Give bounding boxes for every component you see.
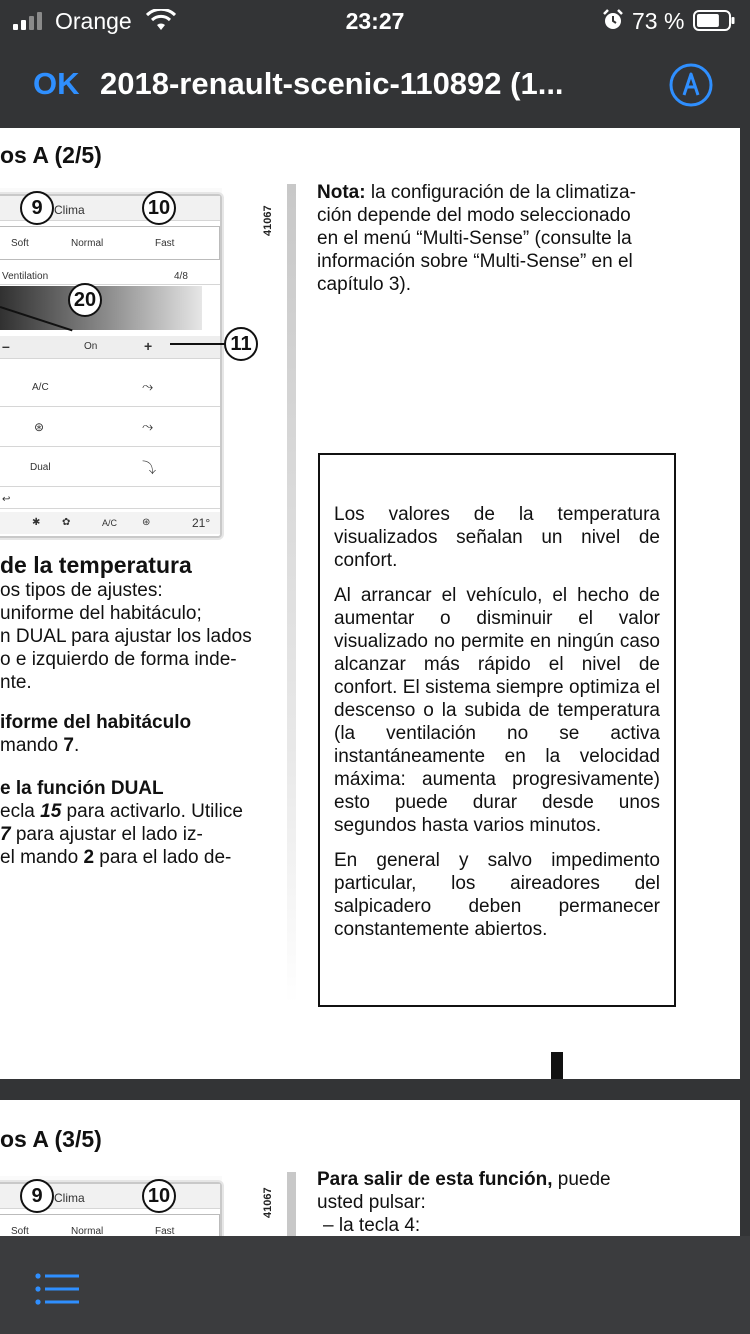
- figure-footer-row: [0, 512, 220, 534]
- dual-line: [0, 823, 280, 846]
- climate-screen-figure: [0, 188, 222, 538]
- intro-line: o e izquierdo de forma inde-: [0, 649, 237, 670]
- back-row: [0, 494, 220, 509]
- fan-icon-2: ✿: [62, 517, 71, 528]
- footer-ac-label: A/C: [102, 518, 118, 528]
- dual-line: [0, 846, 280, 869]
- intro-line: nte.: [0, 672, 32, 693]
- normal-label: Normal: [71, 238, 104, 249]
- mode-row: [0, 226, 220, 260]
- note-line: en el menú “Multi-Sense” (consulte la: [317, 228, 632, 249]
- callout-10: 10: [142, 191, 176, 225]
- figure-id: 41067: [262, 1187, 274, 1218]
- soft-label: Soft: [11, 238, 29, 249]
- info-paragraph: En general y salvo impedimento particular, los aireadores del salpicadero deben permanecer constantemente abiertos.: [334, 850, 660, 940]
- air-flow-icon: ⤳: [142, 378, 154, 394]
- air-direction-icon: ⤳: [142, 418, 154, 434]
- info-paragraph: Los valores de la temperatura visualizados señalan un nivel de confort.: [334, 504, 660, 571]
- normal-label: Normal: [71, 1226, 104, 1236]
- info-box-content: [334, 503, 660, 953]
- table-of-contents-icon[interactable]: [34, 1272, 80, 1306]
- mode-row: [0, 1214, 220, 1236]
- document-title: 2018-renault-scenic-110892 (1...: [100, 66, 564, 101]
- callout-20: 20: [68, 283, 102, 317]
- note-line: [317, 181, 677, 204]
- callout-11: 11: [224, 327, 258, 361]
- page-edge-marker: [551, 1052, 563, 1079]
- dual-ref-2: 2: [83, 847, 95, 868]
- info-box: [318, 453, 676, 1007]
- carrier-name: Orange: [55, 8, 132, 34]
- dual-text: para activarlo. Utilice: [61, 801, 243, 822]
- battery-percentage: 73 %: [632, 8, 685, 34]
- alarm-clock-icon: [602, 9, 624, 31]
- uniform-ref-7: 7: [63, 735, 74, 756]
- callout-9: 9: [20, 191, 54, 225]
- dual-row: [0, 448, 220, 487]
- callout-9: 9: [20, 1179, 54, 1213]
- fan-control-row: [0, 336, 220, 359]
- footer-temperature: 21°: [192, 516, 211, 530]
- dual-section: [0, 777, 280, 869]
- status-bar: [0, 0, 750, 42]
- minus-label: –: [2, 338, 10, 354]
- uniform-title: iforme del habitáculo: [0, 712, 192, 733]
- dual-text: el mando: [0, 847, 84, 868]
- dual-text: ecla: [0, 801, 41, 822]
- bottom-toolbar: [0, 1236, 750, 1334]
- recirc-row: [0, 408, 220, 447]
- document-page[interactable]: [0, 1100, 740, 1236]
- ventilation-level: 4/8: [174, 271, 188, 282]
- fast-label: Fast: [155, 238, 175, 249]
- intro-text: [0, 579, 280, 694]
- footer-recirc-icon: ⊛: [142, 517, 151, 528]
- note-line: información sobre “Multi-Sense” en el: [317, 251, 633, 272]
- dual-text: para ajustar el lado iz-: [10, 824, 203, 845]
- soft-label: Soft: [11, 1226, 29, 1236]
- exit-bold: Para salir de esta función,: [317, 1169, 553, 1190]
- ventilation-gradient: [0, 286, 202, 330]
- back-icon: ↩: [2, 494, 11, 505]
- nav-bar: [0, 42, 750, 128]
- ok-button[interactable]: OK: [33, 66, 80, 101]
- page-heading: os A (3/5): [0, 1126, 102, 1152]
- battery-icon: [693, 10, 735, 31]
- page-heading: os A (2/5): [0, 142, 102, 168]
- callout-11-leader: [170, 343, 225, 345]
- dual-ref-7: 7: [0, 824, 11, 845]
- margin-rule: [287, 1172, 296, 1236]
- foot-air-icon: ⤵: [142, 460, 156, 476]
- note-line: capítulo 3).: [317, 274, 411, 295]
- markup-icon[interactable]: [668, 62, 714, 108]
- ac-label: A/C: [32, 382, 49, 393]
- ventilation-label: Ventilation: [2, 271, 49, 282]
- intro-line: os tipos de ajustes:: [0, 580, 163, 601]
- uniform-line: [0, 734, 280, 757]
- margin-rule: [287, 184, 296, 1004]
- dual-title: e la función DUAL: [0, 778, 164, 799]
- dual-label: Dual: [30, 462, 51, 473]
- climate-screen-figure: [0, 1176, 222, 1236]
- uniform-section: [0, 711, 280, 757]
- info-paragraph: Al arrancar el vehículo, el hecho de aumentar o disminuir el valor visualizado no permite en ningún caso alcanzar más rápido el nivel de confort. El sistema siempre optimiza el descenso o la subida de temperatura (la ventilación no se activa instantáneamente en la velocidad máxima: aumenta progresivamente) esto puede durar desde unos segundos hasta varios minutos.: [334, 585, 660, 836]
- document-page[interactable]: [0, 128, 740, 1079]
- dual-line: [0, 800, 280, 823]
- fast-label: Fast: [155, 1226, 175, 1236]
- screen-frame: [0, 194, 222, 538]
- figure-id: 41067: [262, 205, 274, 236]
- intro-line: n DUAL para ajustar los lados: [0, 626, 252, 647]
- fan-icon: ✱: [32, 517, 41, 528]
- ac-row: [0, 368, 220, 407]
- exit-text: puede: [552, 1169, 611, 1190]
- section-title: de la temperatura: [0, 552, 192, 578]
- uniform-end: .: [73, 735, 80, 756]
- note-line: ción depende del modo seleccionado: [317, 205, 631, 226]
- exit-line: [317, 1168, 677, 1191]
- exit-line: usted pulsar:: [317, 1192, 426, 1213]
- exit-paragraph: [317, 1168, 677, 1236]
- ventilation-row: [0, 268, 220, 285]
- dual-text: para el lado de-: [94, 847, 232, 868]
- exit-line: – la tecla 4:: [323, 1215, 421, 1236]
- uniform-text: mando: [0, 735, 64, 756]
- on-label: On: [84, 341, 98, 352]
- note-text: la configuración de la climatiza-: [365, 182, 636, 203]
- clima-label: Clima: [54, 1191, 85, 1205]
- intro-line: uniforme del habitáculo;: [0, 603, 202, 624]
- clima-label: Clima: [54, 203, 85, 217]
- dual-ref-15: 15: [40, 801, 62, 822]
- note-label: Nota:: [317, 182, 366, 203]
- recirculation-icon: ⊛: [34, 420, 45, 434]
- note-paragraph: [317, 181, 677, 296]
- plus-label: +: [144, 338, 153, 354]
- clock: 23:27: [345, 8, 405, 34]
- callout-10: 10: [142, 1179, 176, 1213]
